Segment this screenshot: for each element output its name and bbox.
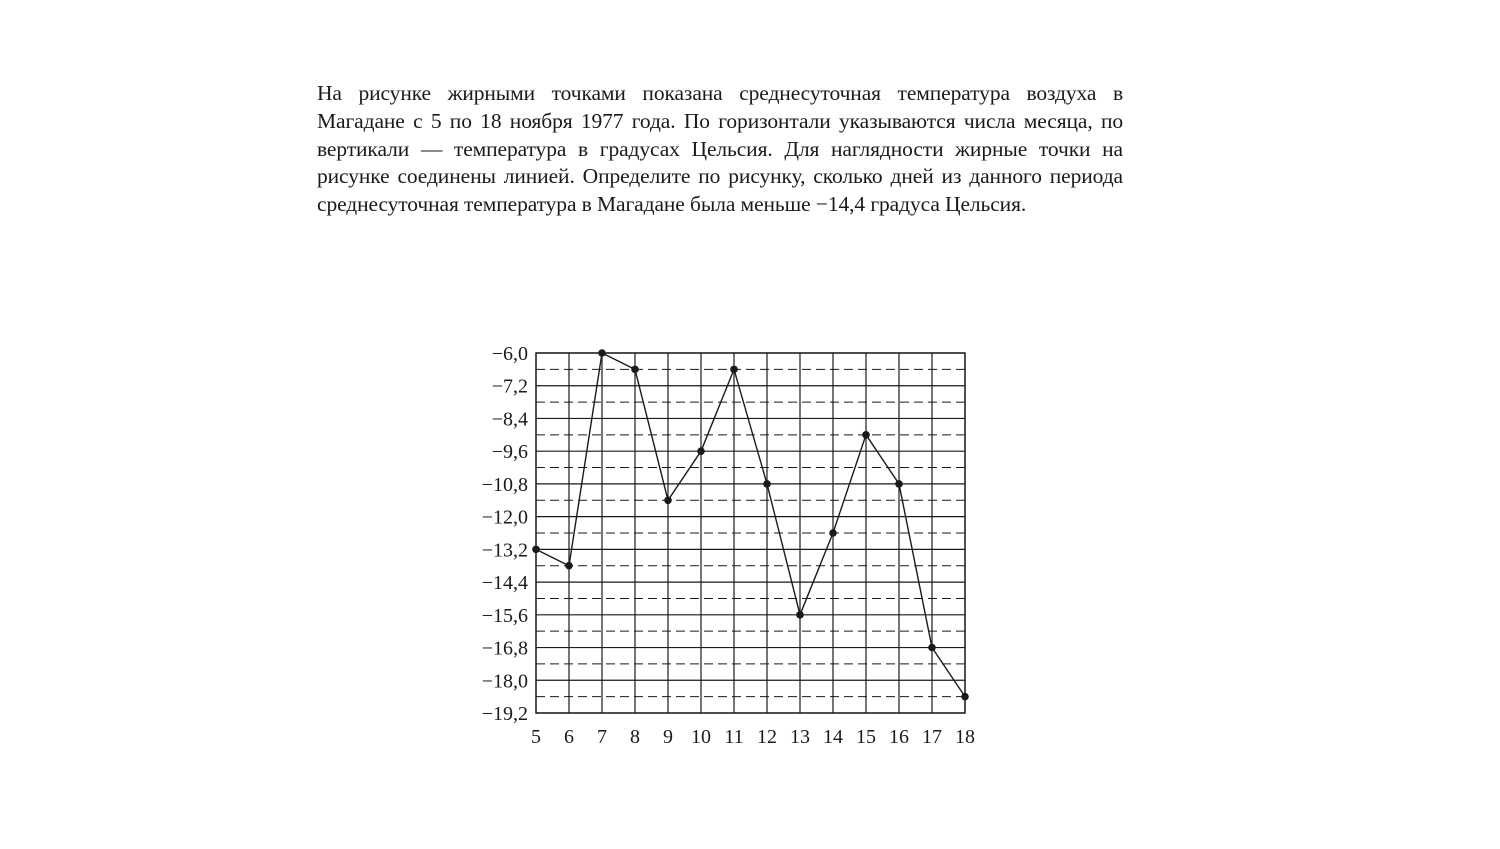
data-point bbox=[631, 366, 639, 374]
x-tick-label: 17 bbox=[922, 726, 942, 748]
y-tick-label: −18,0 bbox=[481, 670, 528, 693]
y-tick-label: −6,0 bbox=[491, 343, 528, 365]
data-point bbox=[565, 562, 573, 570]
y-tick-label: −7,2 bbox=[491, 375, 528, 398]
x-tick-label: 6 bbox=[564, 726, 574, 748]
x-tick-label: 7 bbox=[597, 726, 607, 748]
plot-frame bbox=[536, 353, 965, 713]
chart-grid bbox=[536, 353, 965, 713]
y-tick-label: −15,6 bbox=[481, 604, 528, 627]
data-point bbox=[961, 693, 969, 701]
series-line bbox=[536, 353, 965, 697]
data-point bbox=[730, 366, 738, 374]
y-tick-label: −14,4 bbox=[481, 572, 528, 595]
data-point bbox=[895, 480, 903, 488]
y-tick-label: −19,2 bbox=[481, 703, 528, 725]
data-point bbox=[664, 496, 672, 504]
data-point bbox=[532, 546, 540, 554]
data-point bbox=[829, 529, 837, 537]
problem-text: На рисунке жирными точками показана среднесуточная температура воздуха в Магадане с 5 по 18 ноября 1977 года. По горизонтали указываются числа месяца, по вертикали — температура в градусах Цельсия. Для наглядности жирные точки на рисунке соединены линией. Определите по рисунку, сколько дней из данного периода среднесуточная температура в Магадане была меньше −14,4 градуса Цельсия. bbox=[317, 81, 1123, 217]
x-tick-labels bbox=[531, 726, 975, 748]
data-point bbox=[697, 447, 705, 455]
x-tick-label: 12 bbox=[757, 726, 777, 748]
x-tick-label: 8 bbox=[630, 726, 640, 748]
y-tick-label: −12,0 bbox=[481, 506, 528, 529]
data-points bbox=[532, 349, 969, 700]
x-tick-label: 15 bbox=[856, 726, 876, 748]
x-tick-label: 9 bbox=[663, 726, 673, 748]
y-tick-labels bbox=[482, 343, 528, 725]
data-point bbox=[598, 349, 606, 357]
x-tick-label: 18 bbox=[955, 726, 975, 748]
x-tick-label: 5 bbox=[531, 726, 541, 748]
series-polyline bbox=[536, 353, 965, 697]
x-tick-label: 11 bbox=[724, 726, 744, 748]
y-tick-label: −8,4 bbox=[491, 408, 528, 431]
x-tick-label: 14 bbox=[823, 726, 843, 748]
data-point bbox=[796, 611, 804, 619]
y-tick-label: −13,2 bbox=[481, 539, 528, 562]
data-point bbox=[928, 644, 936, 652]
y-tick-label: −10,8 bbox=[481, 473, 528, 496]
data-point bbox=[862, 431, 870, 439]
x-tick-label: 10 bbox=[691, 726, 711, 748]
y-tick-label: −9,6 bbox=[491, 441, 528, 464]
data-point bbox=[763, 480, 771, 488]
x-tick-label: 16 bbox=[889, 726, 909, 748]
y-tick-label: −16,8 bbox=[481, 637, 528, 660]
x-tick-label: 13 bbox=[790, 726, 810, 748]
